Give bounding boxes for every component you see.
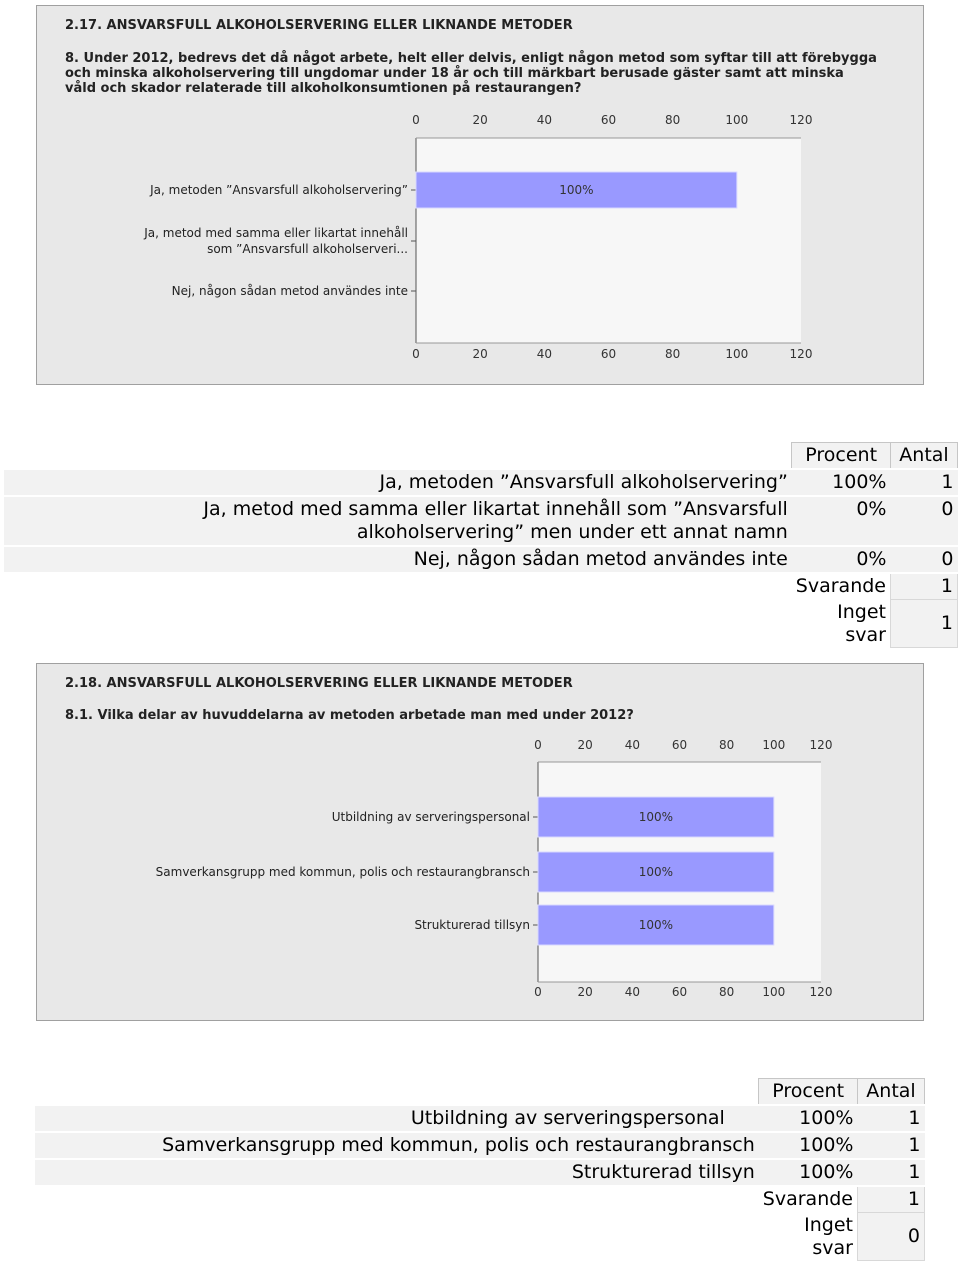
summary-label-inget-svar: Inget svar [837, 600, 886, 646]
row-label-line-2: alkoholservering” men under ett annat namn [356, 521, 788, 543]
row-label: Utbildning av serveringspersonal [35, 1105, 759, 1132]
x-tick-label-top: 100 [725, 113, 749, 127]
header-procent: Procent [759, 1079, 858, 1106]
row-count: 0 [891, 546, 958, 573]
x-tick-label-top: 40 [624, 738, 640, 752]
x-tick-label-top: 60 [600, 113, 617, 127]
category-label: Samverkansgrupp med kommun, polis och restaurangbransch [155, 865, 530, 879]
question-1-line-1: 8. Under 2012, bedrevs det då något arbete, helt eller delvis, enligt någon metod som syftar till att förebygga [65, 51, 877, 66]
row-label: Ja, metoden ”Ansvarsfull alkoholservering” [4, 469, 792, 496]
summary-value-svarande: 1 [858, 1186, 925, 1213]
row-count: 0 [891, 496, 958, 546]
category-label: Nej, någon sådan metod användes inte [171, 284, 408, 298]
chart-panel-2 [36, 663, 924, 1021]
table-row [35, 1159, 925, 1186]
table-row [35, 1132, 925, 1159]
summary-value-svarande: 1 [891, 573, 958, 600]
plot-area [416, 138, 801, 343]
row-count: 1 [858, 1105, 925, 1132]
header-antal: Antal [858, 1079, 925, 1106]
x-tick-label-bottom: 40 [536, 347, 552, 361]
x-tick-label-top: 80 [665, 113, 681, 127]
question-1-line-2: och minska alkoholservering till ungdomar under 18 år och till märkbart berusade gäster samt att minska [65, 66, 844, 81]
row-percent: 100% [759, 1105, 858, 1132]
x-tick-label-top: 60 [671, 738, 688, 752]
chart-panel-1 [36, 5, 924, 385]
summary-label-inget-svar: Inget svar [804, 1213, 853, 1259]
summary-value-inget-svar: 1 [891, 600, 958, 648]
row-count: 1 [858, 1159, 925, 1186]
summary-label-svarande: Svarande [795, 575, 886, 598]
row-percent: 0% [792, 546, 891, 573]
x-tick-label-bottom: 20 [577, 985, 593, 999]
summary-value-inget-svar: 0 [858, 1213, 925, 1261]
header-antal: Antal [891, 443, 958, 470]
row-percent: 100% [792, 469, 891, 496]
x-tick-label-bottom: 100 [762, 985, 786, 999]
table-row [4, 469, 958, 496]
x-tick-label-top: 40 [536, 113, 552, 127]
x-tick-label-bottom: 120 [789, 347, 813, 361]
x-tick-label-bottom: 0 [534, 985, 542, 999]
x-tick-label-bottom: 80 [719, 985, 735, 999]
header-procent: Procent [792, 443, 891, 470]
row-label [4, 496, 792, 546]
x-tick-label-bottom: 40 [624, 985, 640, 999]
category-label: som ”Ansvarsfull alkoholserveri... [207, 242, 408, 256]
row-count: 1 [891, 469, 958, 496]
row-percent: 0% [792, 496, 891, 546]
x-tick-label-top: 20 [577, 738, 593, 752]
x-tick-label-bottom: 120 [809, 985, 833, 999]
x-tick-label-bottom: 60 [600, 347, 617, 361]
results-table-1 [4, 442, 958, 648]
x-tick-label-bottom: 20 [472, 347, 488, 361]
results-table-2 [35, 1078, 925, 1261]
row-percent: 100% [759, 1132, 858, 1159]
x-tick-label-top: 120 [789, 113, 813, 127]
category-label: Utbildning av serveringspersonal [331, 810, 530, 824]
data-label: 100% [638, 865, 674, 879]
x-tick-label-bottom: 80 [665, 347, 681, 361]
question-1-line-3: våld och skador relaterade till alkoholkonsumtionen på restaurangen? [65, 81, 582, 96]
bar-chart-1 [37, 6, 925, 386]
data-label: 100% [638, 918, 674, 932]
data-label: 100% [638, 810, 674, 824]
data-label: 100% [559, 183, 594, 197]
x-tick-label-bottom: 0 [412, 347, 420, 361]
row-label: Samverkansgrupp med kommun, polis och restaurangbransch [35, 1132, 759, 1159]
bar-chart-2 [37, 664, 925, 1022]
category-label: Strukturerad tillsyn [414, 918, 530, 932]
row-label-line-1: Ja, metod med samma eller likartat innehåll som ”Ansvarsfull [203, 498, 788, 520]
row-label: Nej, någon sådan metod användes inte [4, 546, 792, 573]
table-row [4, 496, 958, 546]
x-tick-label-bottom: 60 [671, 985, 688, 999]
x-tick-label-top: 0 [534, 738, 542, 752]
question-2-line-1: 8.1. Vilka delar av huvuddelarna av metoden arbetade man med under 2012? [65, 708, 634, 723]
table-row [35, 1105, 925, 1132]
table-row [4, 546, 958, 573]
category-label: Ja, metoden ”Ansvarsfull alkoholservering” [150, 183, 408, 197]
x-tick-label-bottom: 100 [725, 347, 749, 361]
row-percent: 100% [759, 1159, 858, 1186]
section-title-2: 2.18. ANSVARSFULL ALKOHOLSERVERING ELLER LIKNANDE METODER [65, 676, 573, 691]
summary-label-svarande: Svarande [762, 1188, 853, 1211]
section-title-1: 2.17. ANSVARSFULL ALKOHOLSERVERING ELLER LIKNANDE METODER [65, 18, 573, 33]
x-tick-label-top: 80 [719, 738, 735, 752]
x-tick-label-top: 120 [809, 738, 833, 752]
row-label: Strukturerad tillsyn [35, 1159, 759, 1186]
x-tick-label-top: 0 [412, 113, 420, 127]
x-tick-label-top: 100 [762, 738, 786, 752]
row-count: 1 [858, 1132, 925, 1159]
x-tick-label-top: 20 [472, 113, 488, 127]
category-label: Ja, metod med samma eller likartat innehåll [144, 226, 408, 240]
